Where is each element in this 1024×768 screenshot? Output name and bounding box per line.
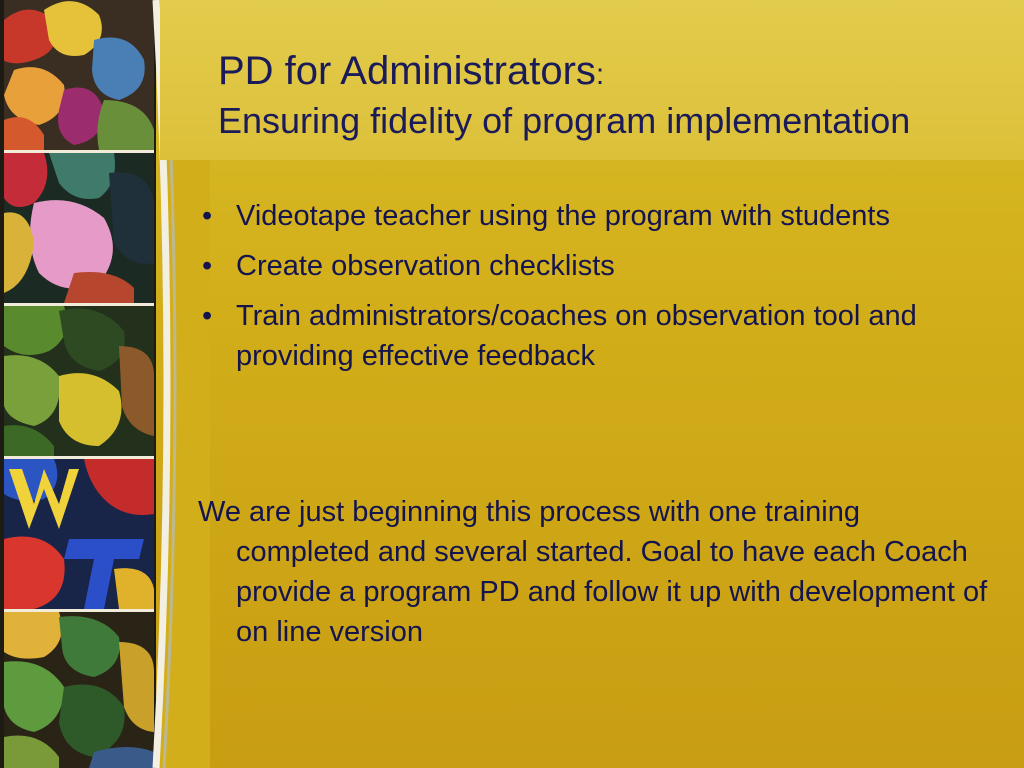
bullet-item bbox=[198, 296, 998, 376]
bullet-text: Train administrators/coaches on observation tool and providing effective feedback bbox=[236, 300, 917, 372]
bullet-dot: • bbox=[202, 300, 213, 332]
bullet-dot: • bbox=[202, 250, 213, 282]
slide-title bbox=[218, 48, 1008, 144]
bullet-item bbox=[198, 196, 998, 236]
bullet-list bbox=[198, 196, 998, 376]
status-paragraph: We are just beginning this process with one training completed and several started. Goal to have each Coach provide a program PD and follow it up with development of on line version bbox=[198, 496, 988, 648]
title-line-1: PD for Administrators: bbox=[218, 49, 605, 93]
title-line-2: Ensuring fidelity of program implementation bbox=[218, 100, 911, 141]
slide-body bbox=[198, 196, 998, 652]
bullet-dot: • bbox=[202, 200, 213, 232]
bullet-text: Videotape teacher using the program with students bbox=[236, 200, 890, 232]
bullet-text: Create observation checklists bbox=[236, 250, 615, 282]
bullet-item bbox=[198, 246, 998, 286]
